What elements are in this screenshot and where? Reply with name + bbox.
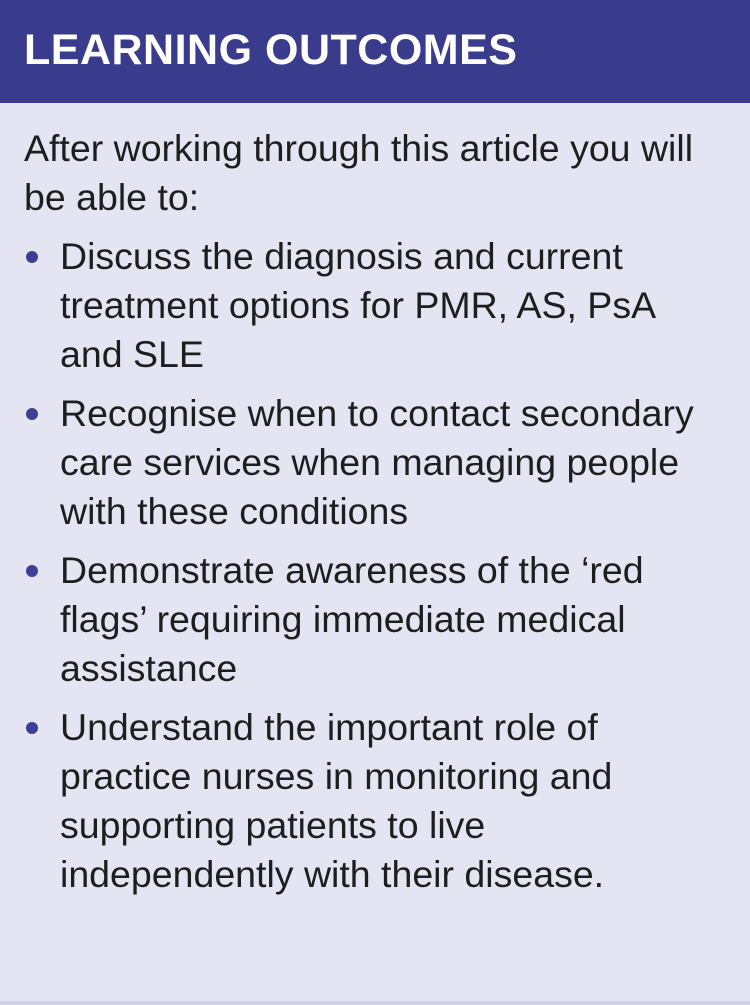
panel-body [24,124,724,909]
bullet-icon [26,251,38,263]
outcome-text: Recognise when to contact secondary care services when managing people with these conditions [60,392,694,532]
intro-text: After working through this article you will be able to: [24,127,694,218]
bullet-icon [26,565,38,577]
outcome-text: Discuss the diagnosis and current treatment options for PMR, AS, PsA and SLE [60,235,655,375]
list-item [24,389,724,536]
panel-bottom-edge [0,1001,750,1005]
panel-title: LEARNING OUTCOMES [24,26,518,74]
bullet-icon [26,722,38,734]
outcome-text: Demonstrate awareness of the ‘red flags’ requiring immediate medical assistance [60,549,644,689]
list-item [24,232,724,379]
outcomes-list [24,232,724,899]
list-item [24,703,724,899]
panel-header [0,0,750,103]
bullet-icon [26,408,38,420]
list-item [24,546,724,693]
outcome-text: Understand the important role of practice nurses in monitoring and supporting patients to live independently with their disease. [60,706,613,895]
